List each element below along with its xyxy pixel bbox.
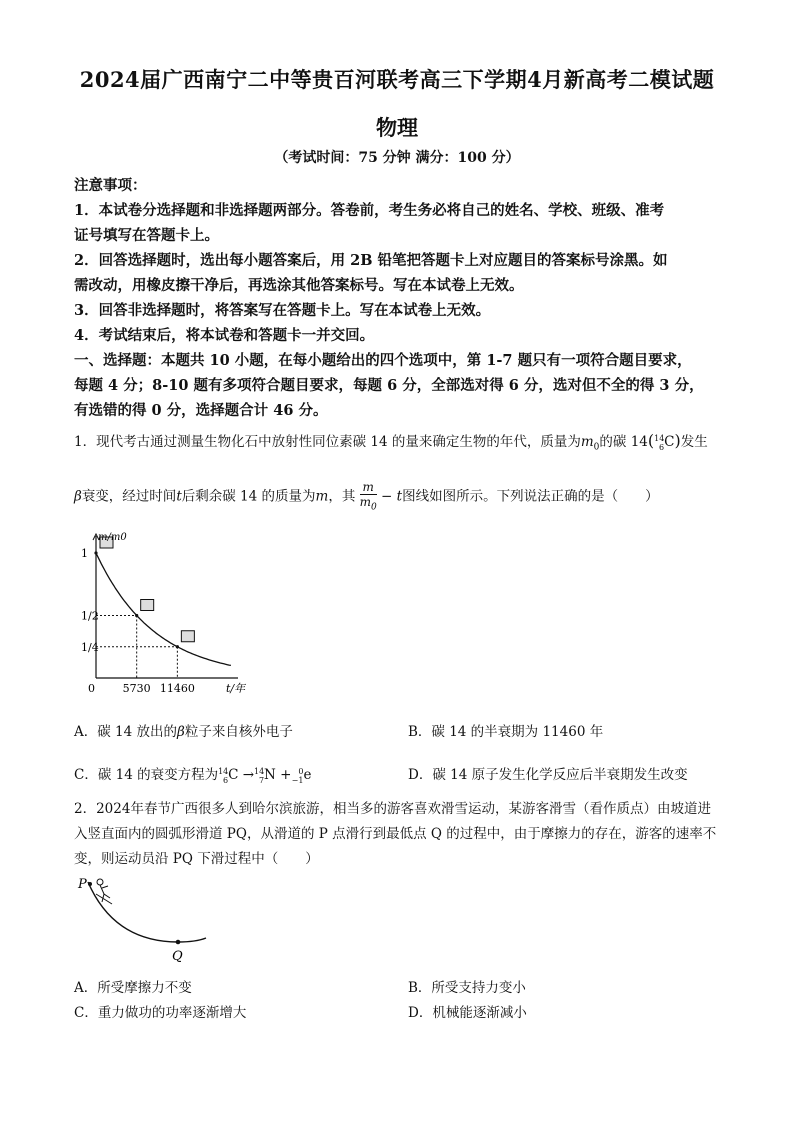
- subject-title: 物理: [376, 115, 418, 140]
- y-tick-label: 1/2: [81, 609, 99, 623]
- answer-box: [181, 631, 194, 642]
- q2-option-a[interactable]: A．所受摩擦力不变: [74, 980, 192, 996]
- exam-info: （考试时间：75 分钟 满分：100 分）: [274, 150, 520, 166]
- data-point: [94, 551, 97, 554]
- x-tick-label: 5730: [122, 682, 151, 695]
- y-axis-label: m/m0: [98, 532, 127, 543]
- note-line: 1．本试卷分选择题和非选择题两部分。答卷前，考生务必将自己的姓名、学校、班级、准考: [74, 202, 665, 219]
- decay-chart: [78, 528, 248, 696]
- note-line: 证号填写在答题卡上。: [74, 227, 219, 244]
- x-tick-label: 0: [88, 682, 95, 695]
- q2-stem-line3: 变，则运动员沿 PQ 下滑过程中（ ）: [74, 851, 319, 867]
- q1-option-b[interactable]: B．碳 14 的半衰期为 11460 年: [408, 724, 604, 740]
- answer-box: [141, 600, 154, 611]
- y-tick-label: 1/4: [81, 640, 99, 654]
- x-axis-label: t/年: [226, 682, 246, 695]
- q1-option-c[interactable]: C．碳 14 的衰变方程为 14 6 C → 14 7 N + 0 −1 e: [74, 766, 312, 785]
- arc-track: [88, 882, 206, 942]
- page-title: 2024届广西南宁二中等贵百河联考高三下学期4月新高考二模试题: [79, 67, 715, 92]
- note-line: 2．回答选择题时，选出每小题答案后，用 2B 铅笔把答题卡上对应题目的答案标号涂黑。如: [74, 252, 668, 269]
- q1-option-d[interactable]: D．碳 14 原子发生化学反应后半衰期发生改变: [408, 767, 688, 783]
- note-line: 需改动，用橡皮擦干净后，再选涂其他答案标号。写在本试卷上无效。: [74, 277, 524, 294]
- y-tick-label: 1: [81, 547, 88, 560]
- note-line: 3．回答非选择题时，将答案写在答题卡上。写在本试卷上无效。: [74, 302, 491, 319]
- q1-option-a[interactable]: A．碳 14 放出的β粒子来自核外电子: [74, 724, 293, 740]
- notes-heading: 注意事项：: [74, 177, 147, 194]
- q2-option-b[interactable]: B．所受支持力变小: [408, 980, 526, 996]
- q2-option-c[interactable]: C．重力做功的功率逐渐增大: [74, 1005, 247, 1021]
- slide-diagram: [74, 872, 214, 964]
- q2-option-d[interactable]: D．机械能逐渐减小: [408, 1005, 527, 1021]
- x-tick-label: 11460: [159, 682, 195, 695]
- section-line: 有选错的得 0 分，选择题合计 46 分。: [74, 402, 328, 419]
- q1-stem-line1: 1．现代考古通过测量生物化石中放射性同位素碳 14 的量来确定生物的年代，质量为$m_0$的碳 14( 14 6 C)发生: [74, 431, 708, 453]
- label-p: P: [78, 877, 87, 892]
- point-q: [176, 940, 181, 945]
- q2-stem-line2: 入竖直面内的圆弧形滑道 PQ，从滑道的 P 点滑行到最低点 Q 的过程中，由于摩擦力的存在，游客的速率不: [74, 826, 717, 842]
- label-q: Q: [172, 949, 183, 964]
- fraction-m-over-m0: $\frac{m}{m_0}$: [359, 480, 377, 513]
- data-point: [135, 614, 138, 617]
- q1-stem-line2: β衰变，经过时间t后剩余碳 14 的质量为m，其 $\frac{m}{m_0}$ − t图线如图所示。下列说法正确的是（ ）: [74, 480, 659, 513]
- q2-stem-line1: 2．2024年春节广西很多人到哈尔滨旅游，相当多的游客喜欢滑雪运动，某游客滑雪（看作质点）由坡道进: [74, 801, 711, 817]
- section-line: 每题 4 分；8-10 题有多项符合题目要求，每题 6 分，全部选对得 6 分，选对但不全的得 3 分，: [74, 377, 704, 394]
- section-line: 一、选择题：本题共 10 小题，在每小题给出的四个选项中，第 1-7 题只有一项符合题目要求，: [74, 352, 692, 369]
- decay-curve: [96, 553, 231, 665]
- note-line: 4．考试结束后，将本试卷和答题卡一并交回。: [74, 327, 375, 344]
- data-point: [176, 645, 179, 648]
- point-p: [88, 882, 92, 886]
